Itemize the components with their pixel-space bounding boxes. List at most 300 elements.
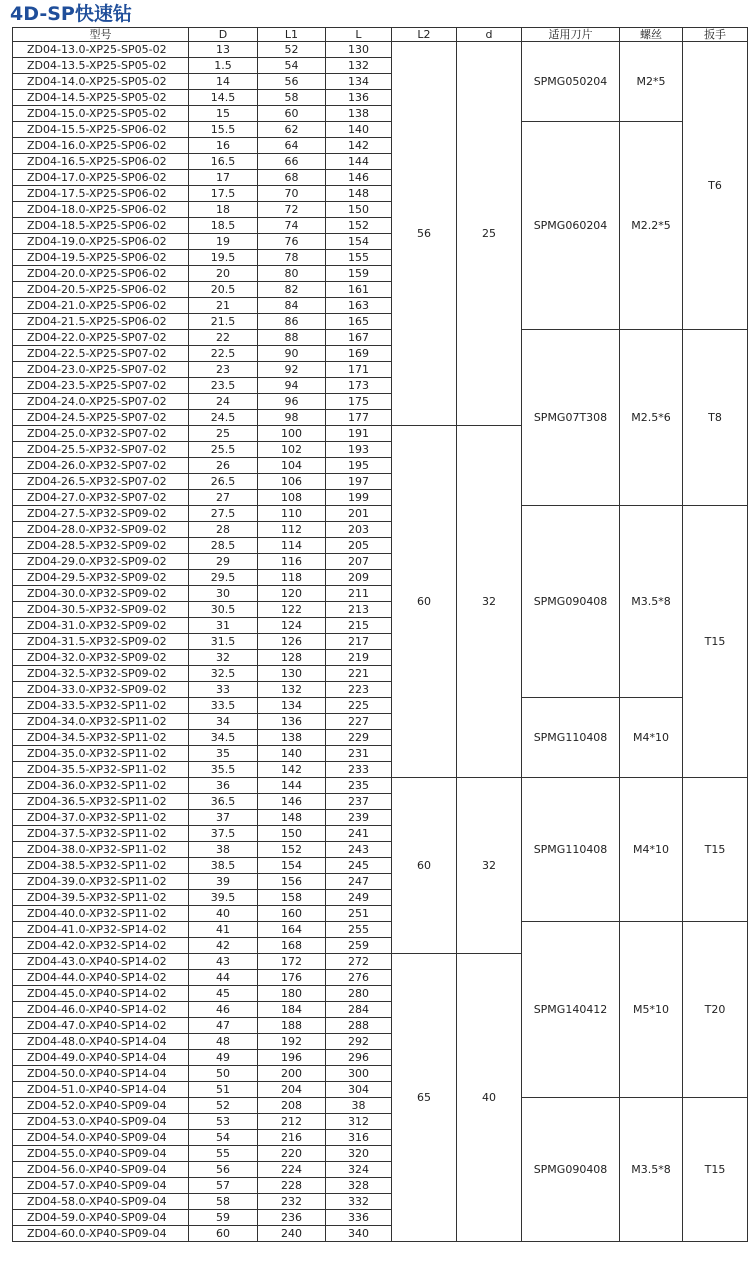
d-cell: 23.5	[189, 378, 258, 394]
table-row	[13, 922, 748, 938]
l1-cell: 60	[258, 106, 326, 122]
l-cell: 217	[326, 634, 392, 650]
l-cell: 328	[326, 1178, 392, 1194]
model-cell: ZD04-28.0-XP32-SP09-02	[13, 522, 189, 538]
d-cell: 42	[189, 938, 258, 954]
l-cell: 197	[326, 474, 392, 490]
l1-cell: 158	[258, 890, 326, 906]
spec-table	[12, 27, 748, 1242]
header-l2: L2	[392, 28, 457, 42]
l-cell: 38	[326, 1098, 392, 1114]
d-cell: 15	[189, 106, 258, 122]
d-cell: 38.5	[189, 858, 258, 874]
d-cell: 34.5	[189, 730, 258, 746]
wrench-cell: T20	[683, 922, 748, 1098]
model-cell: ZD04-20.0-XP25-SP06-02	[13, 266, 189, 282]
d-cell: 1.5	[189, 58, 258, 74]
header-wrench: 扳手	[683, 28, 748, 42]
l1-cell: 64	[258, 138, 326, 154]
model-cell: ZD04-25.5-XP32-SP07-02	[13, 442, 189, 458]
d-cell: 14	[189, 74, 258, 90]
d-cell: 38	[189, 842, 258, 858]
header-insert: 适用刀片	[522, 28, 620, 42]
l1-cell: 146	[258, 794, 326, 810]
table-row	[13, 1098, 748, 1114]
d-cell: 43	[189, 954, 258, 970]
l1-cell: 152	[258, 842, 326, 858]
l-cell: 235	[326, 778, 392, 794]
model-cell: ZD04-38.0-XP32-SP11-02	[13, 842, 189, 858]
l-cell: 239	[326, 810, 392, 826]
l1-cell: 84	[258, 298, 326, 314]
d-cell: 25	[189, 426, 258, 442]
d-cell: 55	[189, 1146, 258, 1162]
model-cell: ZD04-29.0-XP32-SP09-02	[13, 554, 189, 570]
model-cell: ZD04-16.0-XP25-SP06-02	[13, 138, 189, 154]
l-cell: 249	[326, 890, 392, 906]
l-cell: 175	[326, 394, 392, 410]
l1-cell: 172	[258, 954, 326, 970]
model-cell: ZD04-33.5-XP32-SP11-02	[13, 698, 189, 714]
l1-cell: 136	[258, 714, 326, 730]
l1-cell: 52	[258, 42, 326, 58]
l1-cell: 164	[258, 922, 326, 938]
d-cell: 26	[189, 458, 258, 474]
d-cell: 28	[189, 522, 258, 538]
d-cell: 19	[189, 234, 258, 250]
model-cell: ZD04-48.0-XP40-SP14-04	[13, 1034, 189, 1050]
d-cell: 46	[189, 1002, 258, 1018]
table-row	[13, 698, 748, 714]
l1-cell: 66	[258, 154, 326, 170]
wrench-cell: T8	[683, 330, 748, 506]
d-cell: 35	[189, 746, 258, 762]
l-cell: 205	[326, 538, 392, 554]
model-cell: ZD04-58.0-XP40-SP09-04	[13, 1194, 189, 1210]
l1-cell: 124	[258, 618, 326, 634]
model-cell: ZD04-21.5-XP25-SP06-02	[13, 314, 189, 330]
model-cell: ZD04-32.5-XP32-SP09-02	[13, 666, 189, 682]
l1-cell: 196	[258, 1050, 326, 1066]
screw-cell: M4*10	[620, 778, 683, 922]
l-cell: 284	[326, 1002, 392, 1018]
shank-d-cell: 32	[457, 778, 522, 954]
d-cell: 29.5	[189, 570, 258, 586]
l-cell: 276	[326, 970, 392, 986]
l1-cell: 90	[258, 346, 326, 362]
l-cell: 177	[326, 410, 392, 426]
insert-cell: SPMG110408	[522, 698, 620, 778]
model-cell: ZD04-27.5-XP32-SP09-02	[13, 506, 189, 522]
l1-cell: 104	[258, 458, 326, 474]
l-cell: 193	[326, 442, 392, 458]
l1-cell: 54	[258, 58, 326, 74]
l-cell: 245	[326, 858, 392, 874]
l-cell: 203	[326, 522, 392, 538]
l-cell: 259	[326, 938, 392, 954]
l-cell: 336	[326, 1210, 392, 1226]
model-cell: ZD04-57.0-XP40-SP09-04	[13, 1178, 189, 1194]
d-cell: 45	[189, 986, 258, 1002]
model-cell: ZD04-49.0-XP40-SP14-04	[13, 1050, 189, 1066]
model-cell: ZD04-36.0-XP32-SP11-02	[13, 778, 189, 794]
l2-cell: 65	[392, 954, 457, 1242]
l1-cell: 142	[258, 762, 326, 778]
d-cell: 31.5	[189, 634, 258, 650]
l-cell: 227	[326, 714, 392, 730]
model-cell: ZD04-46.0-XP40-SP14-02	[13, 1002, 189, 1018]
d-cell: 39	[189, 874, 258, 890]
screw-cell: M3.5*8	[620, 506, 683, 698]
d-cell: 20.5	[189, 282, 258, 298]
wrench-cell: T6	[683, 42, 748, 330]
l1-cell: 150	[258, 826, 326, 842]
insert-cell: SPMG090408	[522, 1098, 620, 1242]
d-cell: 53	[189, 1114, 258, 1130]
d-cell: 20	[189, 266, 258, 282]
l1-cell: 220	[258, 1146, 326, 1162]
model-cell: ZD04-52.0-XP40-SP09-04	[13, 1098, 189, 1114]
l1-cell: 128	[258, 650, 326, 666]
model-cell: ZD04-22.0-XP25-SP07-02	[13, 330, 189, 346]
d-cell: 23	[189, 362, 258, 378]
d-cell: 37	[189, 810, 258, 826]
l-cell: 316	[326, 1130, 392, 1146]
model-cell: ZD04-34.0-XP32-SP11-02	[13, 714, 189, 730]
d-cell: 18	[189, 202, 258, 218]
model-cell: ZD04-22.5-XP25-SP07-02	[13, 346, 189, 362]
d-cell: 16	[189, 138, 258, 154]
l-cell: 312	[326, 1114, 392, 1130]
d-cell: 37.5	[189, 826, 258, 842]
model-cell: ZD04-53.0-XP40-SP09-04	[13, 1114, 189, 1130]
screw-cell: M2.2*5	[620, 122, 683, 330]
model-cell: ZD04-37.0-XP32-SP11-02	[13, 810, 189, 826]
d-cell: 56	[189, 1162, 258, 1178]
l1-cell: 76	[258, 234, 326, 250]
l-cell: 272	[326, 954, 392, 970]
l-cell: 155	[326, 250, 392, 266]
l-cell: 199	[326, 490, 392, 506]
d-cell: 47	[189, 1018, 258, 1034]
l1-cell: 78	[258, 250, 326, 266]
d-cell: 21.5	[189, 314, 258, 330]
l1-cell: 120	[258, 586, 326, 602]
d-cell: 32.5	[189, 666, 258, 682]
model-cell: ZD04-29.5-XP32-SP09-02	[13, 570, 189, 586]
d-cell: 50	[189, 1066, 258, 1082]
l1-cell: 112	[258, 522, 326, 538]
model-cell: ZD04-34.5-XP32-SP11-02	[13, 730, 189, 746]
l-cell: 288	[326, 1018, 392, 1034]
l-cell: 243	[326, 842, 392, 858]
l1-cell: 188	[258, 1018, 326, 1034]
model-cell: ZD04-13.5-XP25-SP05-02	[13, 58, 189, 74]
model-cell: ZD04-19.5-XP25-SP06-02	[13, 250, 189, 266]
l-cell: 146	[326, 170, 392, 186]
model-cell: ZD04-33.0-XP32-SP09-02	[13, 682, 189, 698]
l-cell: 150	[326, 202, 392, 218]
l1-cell: 208	[258, 1098, 326, 1114]
model-cell: ZD04-35.0-XP32-SP11-02	[13, 746, 189, 762]
l2-cell: 60	[392, 426, 457, 778]
l-cell: 130	[326, 42, 392, 58]
l1-cell: 94	[258, 378, 326, 394]
d-cell: 54	[189, 1130, 258, 1146]
header-model: 型号	[13, 28, 189, 42]
l-cell: 152	[326, 218, 392, 234]
l-cell: 173	[326, 378, 392, 394]
d-cell: 33.5	[189, 698, 258, 714]
d-cell: 52	[189, 1098, 258, 1114]
model-cell: ZD04-25.0-XP32-SP07-02	[13, 426, 189, 442]
screw-cell: M5*10	[620, 922, 683, 1098]
l-cell: 171	[326, 362, 392, 378]
l-cell: 148	[326, 186, 392, 202]
l1-cell: 156	[258, 874, 326, 890]
l1-cell: 116	[258, 554, 326, 570]
d-cell: 49	[189, 1050, 258, 1066]
l1-cell: 168	[258, 938, 326, 954]
l-cell: 154	[326, 234, 392, 250]
model-cell: ZD04-56.0-XP40-SP09-04	[13, 1162, 189, 1178]
l-cell: 215	[326, 618, 392, 634]
table-body	[13, 42, 748, 1242]
l-cell: 324	[326, 1162, 392, 1178]
d-cell: 44	[189, 970, 258, 986]
l-cell: 304	[326, 1082, 392, 1098]
l1-cell: 108	[258, 490, 326, 506]
d-cell: 30.5	[189, 602, 258, 618]
model-cell: ZD04-26.5-XP32-SP07-02	[13, 474, 189, 490]
l-cell: 138	[326, 106, 392, 122]
d-cell: 27.5	[189, 506, 258, 522]
l-cell: 251	[326, 906, 392, 922]
model-cell: ZD04-60.0-XP40-SP09-04	[13, 1226, 189, 1242]
l1-cell: 132	[258, 682, 326, 698]
model-cell: ZD04-24.5-XP25-SP07-02	[13, 410, 189, 426]
d-cell: 22	[189, 330, 258, 346]
l-cell: 163	[326, 298, 392, 314]
l-cell: 340	[326, 1226, 392, 1242]
l2-cell: 56	[392, 42, 457, 426]
insert-cell: SPMG060204	[522, 122, 620, 330]
model-cell: ZD04-15.0-XP25-SP05-02	[13, 106, 189, 122]
d-cell: 31	[189, 618, 258, 634]
l1-cell: 232	[258, 1194, 326, 1210]
l1-cell: 102	[258, 442, 326, 458]
model-cell: ZD04-51.0-XP40-SP14-04	[13, 1082, 189, 1098]
d-cell: 59	[189, 1210, 258, 1226]
model-cell: ZD04-31.5-XP32-SP09-02	[13, 634, 189, 650]
model-cell: ZD04-23.5-XP25-SP07-02	[13, 378, 189, 394]
model-cell: ZD04-19.0-XP25-SP06-02	[13, 234, 189, 250]
table-row	[13, 122, 748, 138]
model-cell: ZD04-37.5-XP32-SP11-02	[13, 826, 189, 842]
model-cell: ZD04-39.5-XP32-SP11-02	[13, 890, 189, 906]
d-cell: 19.5	[189, 250, 258, 266]
d-cell: 36.5	[189, 794, 258, 810]
l1-cell: 236	[258, 1210, 326, 1226]
l-cell: 219	[326, 650, 392, 666]
l1-cell: 96	[258, 394, 326, 410]
l1-cell: 106	[258, 474, 326, 490]
model-cell: ZD04-54.0-XP40-SP09-04	[13, 1130, 189, 1146]
l1-cell: 80	[258, 266, 326, 282]
model-cell: ZD04-43.0-XP40-SP14-02	[13, 954, 189, 970]
l1-cell: 212	[258, 1114, 326, 1130]
d-cell: 21	[189, 298, 258, 314]
l-cell: 300	[326, 1066, 392, 1082]
l-cell: 211	[326, 586, 392, 602]
d-cell: 16.5	[189, 154, 258, 170]
l1-cell: 228	[258, 1178, 326, 1194]
l-cell: 247	[326, 874, 392, 890]
model-cell: ZD04-47.0-XP40-SP14-02	[13, 1018, 189, 1034]
l1-cell: 88	[258, 330, 326, 346]
l-cell: 207	[326, 554, 392, 570]
d-cell: 24.5	[189, 410, 258, 426]
l1-cell: 74	[258, 218, 326, 234]
wrench-cell: T15	[683, 506, 748, 778]
l-cell: 229	[326, 730, 392, 746]
model-cell: ZD04-38.5-XP32-SP11-02	[13, 858, 189, 874]
d-cell: 18.5	[189, 218, 258, 234]
model-cell: ZD04-26.0-XP32-SP07-02	[13, 458, 189, 474]
model-cell: ZD04-16.5-XP25-SP06-02	[13, 154, 189, 170]
l-cell: 159	[326, 266, 392, 282]
header-screw: 螺丝	[620, 28, 683, 42]
d-cell: 14.5	[189, 90, 258, 106]
model-cell: ZD04-28.5-XP32-SP09-02	[13, 538, 189, 554]
l1-cell: 72	[258, 202, 326, 218]
l-cell: 225	[326, 698, 392, 714]
model-cell: ZD04-18.5-XP25-SP06-02	[13, 218, 189, 234]
insert-cell: SPMG140412	[522, 922, 620, 1098]
model-cell: ZD04-42.0-XP32-SP14-02	[13, 938, 189, 954]
page-title: 4D-SP快速钻	[10, 3, 132, 25]
l1-cell: 98	[258, 410, 326, 426]
d-cell: 36	[189, 778, 258, 794]
d-cell: 30	[189, 586, 258, 602]
l1-cell: 138	[258, 730, 326, 746]
header-l: L	[326, 28, 392, 42]
l1-cell: 144	[258, 778, 326, 794]
model-cell: ZD04-44.0-XP40-SP14-02	[13, 970, 189, 986]
insert-cell: SPMG050204	[522, 42, 620, 122]
model-cell: ZD04-15.5-XP25-SP06-02	[13, 122, 189, 138]
l-cell: 255	[326, 922, 392, 938]
l-cell: 233	[326, 762, 392, 778]
wrench-cell: T15	[683, 1098, 748, 1242]
model-cell: ZD04-59.0-XP40-SP09-04	[13, 1210, 189, 1226]
d-cell: 34	[189, 714, 258, 730]
d-cell: 24	[189, 394, 258, 410]
l1-cell: 134	[258, 698, 326, 714]
table-header-row	[13, 28, 748, 42]
model-cell: ZD04-40.0-XP32-SP11-02	[13, 906, 189, 922]
d-cell: 60	[189, 1226, 258, 1242]
d-cell: 57	[189, 1178, 258, 1194]
table-row	[13, 330, 748, 346]
l-cell: 221	[326, 666, 392, 682]
d-cell: 25.5	[189, 442, 258, 458]
l1-cell: 118	[258, 570, 326, 586]
model-cell: ZD04-17.5-XP25-SP06-02	[13, 186, 189, 202]
model-cell: ZD04-17.0-XP25-SP06-02	[13, 170, 189, 186]
l-cell: 296	[326, 1050, 392, 1066]
l-cell: 292	[326, 1034, 392, 1050]
screw-cell: M2*5	[620, 42, 683, 122]
l-cell: 142	[326, 138, 392, 154]
d-cell: 39.5	[189, 890, 258, 906]
l-cell: 191	[326, 426, 392, 442]
l-cell: 201	[326, 506, 392, 522]
l1-cell: 70	[258, 186, 326, 202]
l-cell: 134	[326, 74, 392, 90]
l-cell: 140	[326, 122, 392, 138]
d-cell: 48	[189, 1034, 258, 1050]
l1-cell: 100	[258, 426, 326, 442]
d-cell: 35.5	[189, 762, 258, 778]
insert-cell: SPMG090408	[522, 506, 620, 698]
l1-cell: 122	[258, 602, 326, 618]
d-cell: 32	[189, 650, 258, 666]
model-cell: ZD04-14.0-XP25-SP05-02	[13, 74, 189, 90]
table-row	[13, 506, 748, 522]
insert-cell: SPMG07T308	[522, 330, 620, 506]
l1-cell: 154	[258, 858, 326, 874]
l-cell: 144	[326, 154, 392, 170]
table-row	[13, 778, 748, 794]
l1-cell: 92	[258, 362, 326, 378]
d-cell: 17.5	[189, 186, 258, 202]
shank-d-cell: 32	[457, 426, 522, 778]
l1-cell: 56	[258, 74, 326, 90]
l1-cell: 200	[258, 1066, 326, 1082]
l1-cell: 192	[258, 1034, 326, 1050]
l1-cell: 130	[258, 666, 326, 682]
shank-d-cell: 25	[457, 42, 522, 426]
l-cell: 241	[326, 826, 392, 842]
screw-cell: M3.5*8	[620, 1098, 683, 1242]
model-cell: ZD04-18.0-XP25-SP06-02	[13, 202, 189, 218]
l1-cell: 86	[258, 314, 326, 330]
l1-cell: 180	[258, 986, 326, 1002]
l1-cell: 82	[258, 282, 326, 298]
l1-cell: 176	[258, 970, 326, 986]
l-cell: 320	[326, 1146, 392, 1162]
l-cell: 169	[326, 346, 392, 362]
table-row	[13, 42, 748, 58]
d-cell: 40	[189, 906, 258, 922]
l-cell: 237	[326, 794, 392, 810]
l-cell: 195	[326, 458, 392, 474]
model-cell: ZD04-32.0-XP32-SP09-02	[13, 650, 189, 666]
d-cell: 58	[189, 1194, 258, 1210]
l1-cell: 110	[258, 506, 326, 522]
l1-cell: 204	[258, 1082, 326, 1098]
l-cell: 161	[326, 282, 392, 298]
l-cell: 136	[326, 90, 392, 106]
model-cell: ZD04-14.5-XP25-SP05-02	[13, 90, 189, 106]
model-cell: ZD04-39.0-XP32-SP11-02	[13, 874, 189, 890]
model-cell: ZD04-20.5-XP25-SP06-02	[13, 282, 189, 298]
l-cell: 332	[326, 1194, 392, 1210]
l1-cell: 224	[258, 1162, 326, 1178]
d-cell: 26.5	[189, 474, 258, 490]
screw-cell: M2.5*6	[620, 330, 683, 506]
